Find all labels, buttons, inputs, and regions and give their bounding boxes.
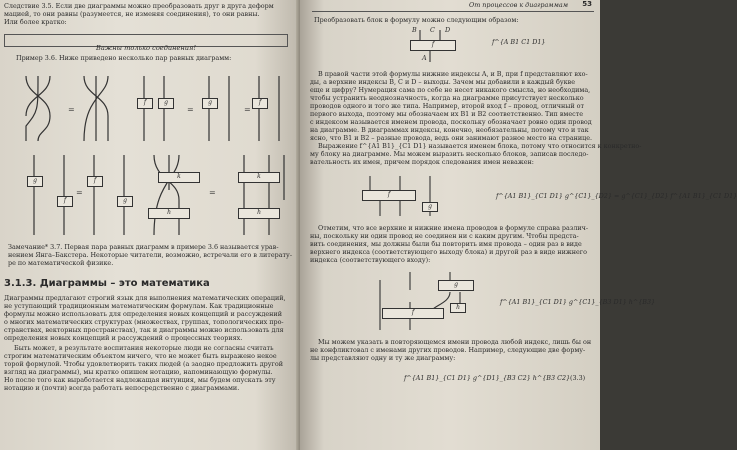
remark-line: нением Янга–Бакстера. Некоторые читатели, возможно, встречали его в литерату- bbox=[8, 251, 292, 259]
block-h: h bbox=[450, 303, 466, 313]
diagram-box-f: f bbox=[137, 98, 153, 109]
diagram-box-k: k bbox=[238, 172, 280, 183]
diagram-box-f: f bbox=[57, 196, 73, 207]
example-caption: Пример 3.6. Ниже приведено несколько пар равных диаграмм: bbox=[16, 54, 232, 62]
wire-label: B bbox=[412, 26, 417, 34]
page-number: 53 bbox=[582, 0, 592, 8]
text-line: о многих математических структурах (множествах, группах, топологических про- bbox=[4, 318, 284, 326]
right-page bbox=[300, 0, 737, 450]
text-line: вательность их имен, причем порядок следования имен неважен: bbox=[310, 158, 534, 166]
wire-label: D bbox=[445, 26, 451, 34]
equation-number: (3.3) bbox=[570, 374, 586, 382]
diagram-box-k: k bbox=[158, 172, 200, 183]
text-line: Диаграммы предлагают строгий язык для выполнения математических операций, bbox=[4, 294, 286, 302]
text-line: индекса (соответствующего входу): bbox=[310, 256, 431, 264]
section-title: 3.1.3. Диаграммы – это математика bbox=[4, 278, 210, 289]
formula: f^{A1 B1}_{C1 D1} g^{C1}_{B3 D1} h^{B3} bbox=[500, 298, 656, 306]
header-title: От процессов к диаграммам bbox=[468, 1, 568, 9]
diagram-box-f: f bbox=[252, 98, 268, 109]
intro-text: Преобразовать блок в формулу можно следующим образом: bbox=[314, 16, 519, 24]
formula: f^{A1 B1}_{C1 D1} g^{D1}_{B3 C2} h^{B3 C2} bbox=[404, 374, 571, 382]
diagram-box-g: g bbox=[158, 98, 174, 109]
text-line: не конфликтовал с именами других проводов. Например, следующие две форму- bbox=[310, 346, 586, 354]
equals-sign: = bbox=[76, 188, 83, 197]
text-line: определения новых концепций и рассуждений о процессных теориях. bbox=[4, 334, 243, 342]
text-line: му блоку на диаграмме. Мы можем выразить несколько блоков, записав последо- bbox=[310, 150, 589, 158]
diagram-box-g: g bbox=[117, 196, 133, 207]
example-diagrams-row2 bbox=[4, 150, 294, 240]
text-line: Но после того как выработается надлежащая интуиция, мы будем опускать эту bbox=[4, 376, 276, 384]
text-line: Мы можем указать в повторяющемся имени провода любой индекс, лишь бы он bbox=[318, 338, 592, 346]
text-line: Или более кратко: bbox=[4, 18, 67, 26]
block-f: f bbox=[382, 308, 444, 319]
block-f: f bbox=[410, 40, 456, 51]
text-line: Быть может, в результате воспитания некоторые люди не согласны считать bbox=[14, 344, 274, 352]
left-page bbox=[0, 0, 300, 450]
text-line: на диаграмме. В диаграммах индексы, конечно, необязательны, потому что и так bbox=[310, 126, 589, 134]
block-g: g bbox=[438, 280, 474, 291]
wire-label: C bbox=[430, 26, 435, 34]
text-line: лы представляют одну и ту же диаграмму: bbox=[310, 354, 456, 362]
text-line: Отметим, что все верхние и нижние имена проводов в формуле справа различ- bbox=[318, 224, 589, 232]
equals-sign: = bbox=[68, 105, 75, 114]
text-line: мацией, то они равны (разумеется, не изменяя соединения), то они равны. bbox=[4, 10, 260, 18]
text-line: торой формулой. Чтобы удовлетворить таких людей (а заодно предложить другой bbox=[4, 360, 283, 368]
equals-sign: = bbox=[244, 105, 251, 114]
block-formula: f^{A B1 C1 D1} bbox=[492, 38, 546, 46]
diagram-box-f: f bbox=[87, 176, 103, 187]
text-line: Следствие 3.5. Если две диаграммы можно преобразовать друг в друга деформ bbox=[4, 2, 274, 10]
diagram-box-h: h bbox=[238, 208, 280, 219]
text-line: первого выхода, поэтому мы обозначаем их B1 и B2 соответственно. Тип вместе bbox=[310, 110, 584, 118]
text-line: нотацию и (почти) всегда работать непосредственно с диаграммами. bbox=[4, 384, 240, 392]
block-g: g bbox=[422, 202, 438, 212]
text-line: с индексом называется именем провода, поскольку обозначает ровно один провод bbox=[310, 118, 592, 126]
block-f: f bbox=[362, 190, 416, 201]
text-line: Выражение f^{A1 B1}_{C1 D1} называется именем блока, потому что относится к конкретно- bbox=[318, 142, 642, 150]
text-line: формулы можно использовать для определения новых концепций и рассуждений bbox=[4, 310, 282, 318]
text-line: не уступающий традиционным математическим формулам. Как традиционные bbox=[4, 302, 274, 310]
diagram-box-g: g bbox=[27, 176, 43, 187]
text-line: странствах, векторных пространствах), так и диаграммы можно использовать для bbox=[4, 326, 284, 334]
running-header bbox=[312, 0, 594, 12]
text-line: строгим математическим объектом ничего, что не может быть выражено некое bbox=[4, 352, 277, 360]
remark-line: ре по математической физике. bbox=[8, 259, 114, 267]
text-line: взгляд на диаграммы), мы кратко опишем нотацию, напоминающую формулы. bbox=[4, 368, 273, 376]
boxed-note bbox=[4, 34, 288, 52]
text-line: проводов одного и того же типа. Например, второй вход f – провод, отличный от bbox=[310, 102, 585, 110]
text-line: ны, поскольку ни один провод не соединен ни с каким другим. Чтобы предста- bbox=[310, 232, 579, 240]
text-line: ясно, что B1 и B2 – разные провода, ведь они занимают разное место на странице. bbox=[310, 134, 593, 142]
equals-sign: = bbox=[187, 105, 194, 114]
text-line: В правой части этой формулы нижние индексы A, и B, при f представляют вхо- bbox=[318, 70, 588, 78]
text-line: вить соединения, мы должны были бы повторить имя провода – один раз в виде bbox=[310, 240, 582, 248]
diagram-box-g: g bbox=[202, 98, 218, 109]
equals-sign: = bbox=[209, 188, 216, 197]
wire-label: A bbox=[422, 54, 427, 62]
remark-line: Замечание* 3.7. Первая пара равных диаграмм в примере 3.6 называется урав- bbox=[8, 243, 279, 251]
diagram-box-h: h bbox=[148, 208, 190, 219]
boxed-note-text: Важны только соединения! bbox=[96, 44, 196, 52]
text-line: ды, а верхние индексы B, C и D – выходы. Зачем мы добавили в каждый букве bbox=[310, 78, 575, 86]
text-line: чтобы устранить неоднозначность, когда на диаграмме присутствует несколько bbox=[310, 94, 584, 102]
text-line: еще и цифру? Нумерация сама по себе не несет никакого смысла, но необходима, bbox=[310, 86, 591, 94]
text-line: верхнего индекса (соответствующего выходу блока) и другой раз в виде нижнего bbox=[310, 248, 587, 256]
formula: f^{A1 B1}_{C1 D1} g^{C1}_{D2} = g^{C1}_{D2} f^{A1 B1}_{C1 D1} bbox=[496, 192, 737, 200]
